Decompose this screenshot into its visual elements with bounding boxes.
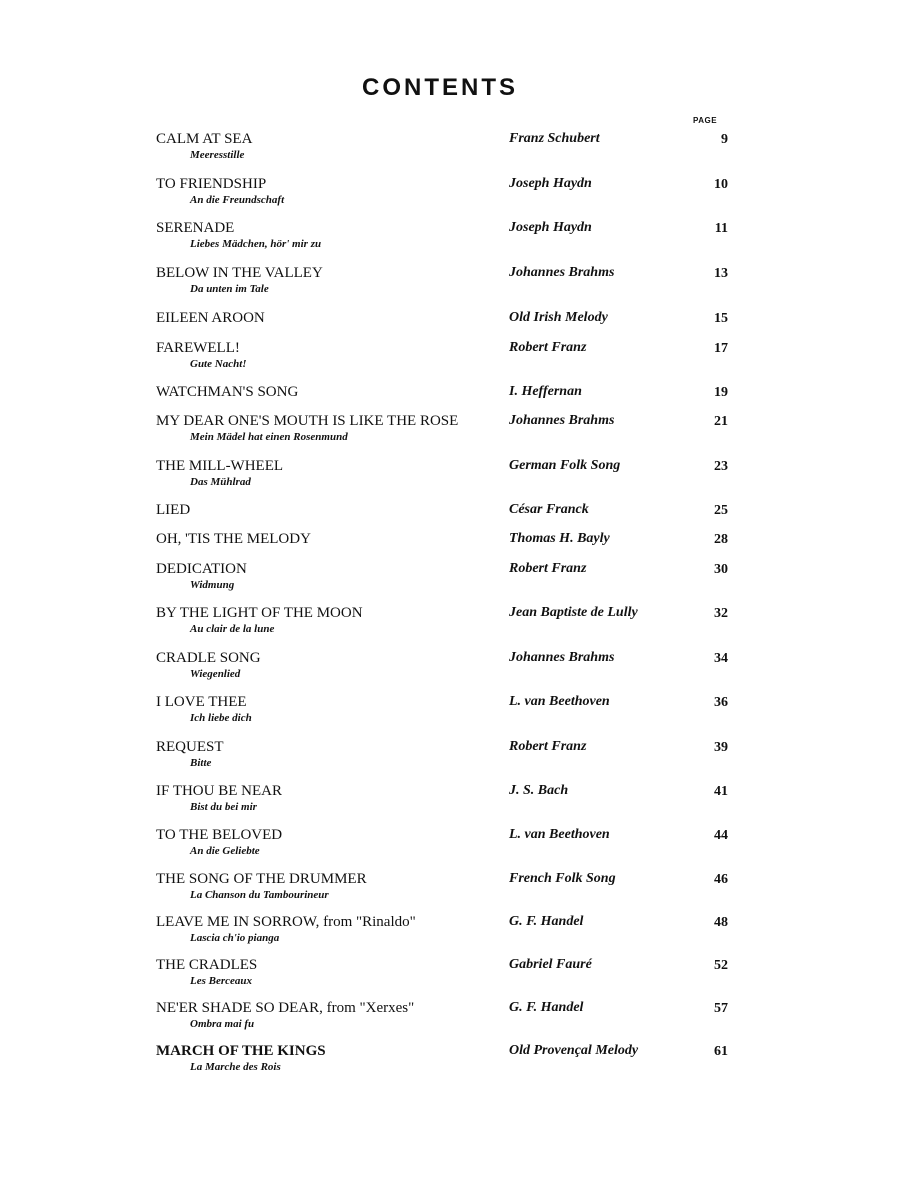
song-subtitle: Bist du bei mir bbox=[190, 801, 257, 813]
song-title: WATCHMAN'S SONG bbox=[156, 384, 299, 400]
song-title: I LOVE THEE bbox=[156, 694, 247, 710]
toc-entry[interactable] bbox=[0, 1043, 900, 1083]
page-number: 28 bbox=[714, 532, 728, 547]
composer: César Franck bbox=[509, 502, 589, 517]
page-number: 13 bbox=[714, 266, 728, 281]
song-title: NE'ER SHADE SO DEAR, from "Xerxes" bbox=[156, 1000, 415, 1016]
page-column-header: PAGE bbox=[693, 116, 718, 125]
song-title: TO THE BELOVED bbox=[156, 827, 283, 843]
song-title: CRADLE SONG bbox=[156, 650, 261, 666]
composer: Franz Schubert bbox=[509, 131, 600, 146]
song-subtitle: Wiegenlied bbox=[190, 668, 241, 680]
song-title: EILEEN AROON bbox=[156, 310, 265, 326]
composer: Thomas H. Bayly bbox=[509, 531, 610, 546]
toc-entry[interactable] bbox=[0, 176, 900, 216]
composer: Gabriel Fauré bbox=[509, 957, 592, 972]
composer: G. F. Handel bbox=[509, 914, 584, 929]
toc-entry[interactable] bbox=[0, 739, 900, 779]
toc-entry[interactable] bbox=[0, 827, 900, 867]
page-number: 21 bbox=[714, 414, 728, 429]
song-title: LEAVE ME IN SORROW, from "Rinaldo" bbox=[156, 914, 416, 930]
composer: Johannes Brahms bbox=[509, 413, 615, 428]
toc-entry[interactable] bbox=[0, 694, 900, 734]
song-title: MARCH OF THE KINGS bbox=[156, 1043, 326, 1059]
composer: G. F. Handel bbox=[509, 1000, 584, 1015]
song-title: LIED bbox=[156, 502, 191, 518]
composer: Joseph Haydn bbox=[509, 220, 592, 235]
song-subtitle: Das Mühlrad bbox=[190, 476, 251, 488]
page-number: 48 bbox=[714, 915, 728, 930]
song-title: FAREWELL! bbox=[156, 340, 240, 356]
toc-entry[interactable] bbox=[0, 957, 900, 997]
toc-entry[interactable] bbox=[0, 413, 900, 453]
composer: Robert Franz bbox=[509, 739, 587, 754]
song-title: THE MILL-WHEEL bbox=[156, 458, 284, 474]
composer: Old Provençal Melody bbox=[509, 1043, 639, 1058]
song-subtitle: Widmung bbox=[190, 579, 235, 591]
page-number: 36 bbox=[714, 695, 728, 710]
toc-entry[interactable] bbox=[0, 783, 900, 823]
page-number: 23 bbox=[714, 459, 728, 474]
song-subtitle: Ich liebe dich bbox=[190, 712, 252, 724]
song-subtitle: Bitte bbox=[190, 757, 212, 769]
composer: Jean Baptiste de Lully bbox=[509, 605, 638, 620]
composer: Johannes Brahms bbox=[509, 650, 615, 665]
page-number: 30 bbox=[714, 562, 728, 577]
toc-entry[interactable] bbox=[0, 220, 900, 260]
song-title: MY DEAR ONE'S MOUTH IS LIKE THE ROSE bbox=[156, 413, 459, 429]
page-number: 10 bbox=[714, 177, 728, 192]
song-subtitle: An die Freundschaft bbox=[190, 194, 285, 206]
song-title: REQUEST bbox=[156, 739, 224, 755]
song-subtitle: Gute Nacht! bbox=[190, 358, 247, 370]
page-number: 19 bbox=[714, 385, 728, 400]
song-subtitle: Lascia ch'io pianga bbox=[190, 932, 280, 944]
song-subtitle: Meeresstille bbox=[190, 149, 245, 161]
song-title: IF THOU BE NEAR bbox=[156, 783, 282, 799]
composer: Johannes Brahms bbox=[509, 265, 615, 280]
composer: Robert Franz bbox=[509, 561, 587, 576]
composer: Robert Franz bbox=[509, 340, 587, 355]
composer: Joseph Haydn bbox=[509, 176, 592, 191]
page-number: 46 bbox=[714, 872, 728, 887]
toc-entry[interactable] bbox=[0, 131, 900, 171]
toc-entry[interactable] bbox=[0, 650, 900, 690]
page-title: CONTENTS bbox=[362, 74, 518, 101]
song-title: BY THE LIGHT OF THE MOON bbox=[156, 605, 363, 621]
toc-entry[interactable] bbox=[0, 871, 900, 911]
page-number: 41 bbox=[714, 784, 728, 799]
toc-entry[interactable] bbox=[0, 265, 900, 305]
composer: L. van Beethoven bbox=[509, 827, 610, 842]
page-number: 52 bbox=[714, 958, 728, 973]
song-title: DEDICATION bbox=[156, 561, 247, 577]
composer: French Folk Song bbox=[509, 871, 616, 886]
toc-entry[interactable] bbox=[0, 561, 900, 601]
song-subtitle: La Marche des Rois bbox=[190, 1061, 281, 1073]
song-title: CALM AT SEA bbox=[156, 131, 253, 147]
page-number: 32 bbox=[714, 606, 728, 621]
page-number: 39 bbox=[714, 740, 728, 755]
song-subtitle: Mein Mädel hat einen Rosenmund bbox=[190, 431, 348, 443]
composer: L. van Beethoven bbox=[509, 694, 610, 709]
page-number: 17 bbox=[714, 341, 728, 356]
composer: Old Irish Melody bbox=[509, 310, 608, 325]
song-subtitle: An die Geliebte bbox=[190, 845, 260, 857]
toc-entry[interactable] bbox=[0, 914, 900, 954]
song-subtitle: Les Berceaux bbox=[190, 975, 253, 987]
song-title: BELOW IN THE VALLEY bbox=[156, 265, 323, 281]
page-number: 57 bbox=[714, 1001, 728, 1016]
page-number: 61 bbox=[714, 1044, 728, 1059]
song-title: OH, 'TIS THE MELODY bbox=[156, 531, 311, 547]
song-title: SERENADE bbox=[156, 220, 235, 236]
toc-entry[interactable] bbox=[0, 1000, 900, 1040]
composer: J. S. Bach bbox=[509, 783, 569, 798]
song-title: THE SONG OF THE DRUMMER bbox=[156, 871, 367, 887]
song-title: TO FRIENDSHIP bbox=[156, 176, 267, 192]
composer: I. Heffernan bbox=[509, 384, 582, 399]
toc-entry[interactable] bbox=[0, 458, 900, 498]
song-title: THE CRADLES bbox=[156, 957, 258, 973]
page-number: 25 bbox=[714, 503, 728, 518]
page-number: 34 bbox=[714, 651, 728, 666]
song-subtitle: La Chanson du Tambourineur bbox=[190, 889, 329, 901]
composer: German Folk Song bbox=[509, 458, 621, 473]
song-subtitle: Ombra mai fu bbox=[190, 1018, 255, 1030]
song-subtitle: Da unten im Tale bbox=[190, 283, 269, 295]
page-number: 11 bbox=[714, 221, 728, 236]
toc-entry[interactable] bbox=[0, 605, 900, 645]
song-subtitle: Liebes Mädchen, hör' mir zu bbox=[190, 238, 322, 250]
toc-entry[interactable] bbox=[0, 340, 900, 380]
page-number: 9 bbox=[721, 132, 728, 147]
page-number: 44 bbox=[714, 828, 728, 843]
page-number: 15 bbox=[714, 311, 728, 326]
song-subtitle: Au clair de la lune bbox=[190, 623, 275, 635]
